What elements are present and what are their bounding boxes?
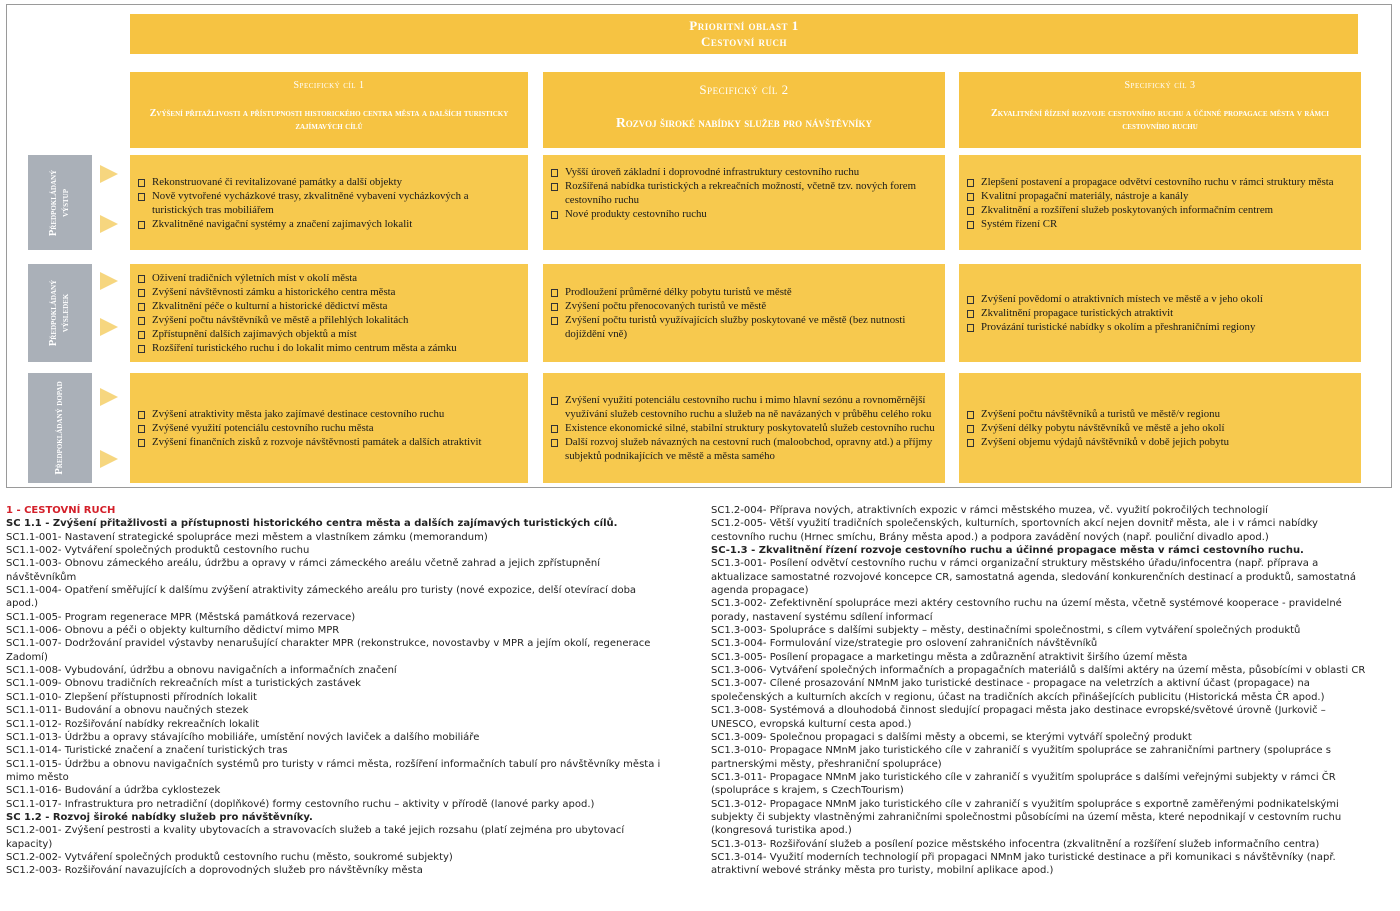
cell-impact-goal-2 (543, 373, 945, 483)
measure-line: SC1.3-007- Cílené prosazování NMnM jako turistické destinace - propagace na veletrzích a aktivní účast (propagace) na (711, 678, 1310, 690)
measure-line: SC1.3-013- Rozšiřování služeb a posílení pozice městského infocentra (zkvalitnění a rozšíření služeb informačního centra) (711, 838, 1320, 850)
list-item: Existence ekonomické silné, stabilní struktury poskytovatelů služeb cestovního ruchu (549, 421, 939, 435)
goal-2-head: Specifický cíl 2 (699, 82, 789, 97)
cell-output-goal-1 (130, 155, 528, 250)
banner-title: Prioritní oblast 1 (689, 18, 799, 33)
measure-line: subjekty či subjekty vlastněnými zahraničními společnostmi působícími na území města, které nepodnikají v cestovním ruchu (711, 811, 1342, 823)
arrow-icon (100, 272, 118, 290)
specific-goal-3 (959, 72, 1361, 148)
list-item: Zvýšené využití potenciálu cestovního ruchu města (136, 421, 522, 435)
arrow-icon (100, 165, 118, 183)
measure-line: UNESCO, evropská kulturní cesta apod.) (711, 718, 912, 730)
list-item: Systém řízení CR (965, 217, 1355, 231)
list-item: Další rozvoj služeb návazných na cestovní ruch (maloobchod, opravny atd.) a příjmy subjektů podnikajících ve městě a města samého (549, 435, 939, 463)
row-label-output (28, 155, 92, 250)
measure-line: SC1.3-008- Systémová a dlouhodobá činnost sledující propagaci města jako destinace evropské/světové úrovně (Jurkovič – (711, 705, 1326, 717)
measure-line: SC1.1-003- Obnovu zámeckého areálu, údržbu a opravy v rámci zámeckého areálu včetně zahrad a jejich zpřístupnění (6, 558, 600, 570)
list-item: Zkvalitnění péče o kulturní a historické dědictví města (136, 299, 522, 313)
goal-3-head: Specifický cíl 3 (1124, 80, 1196, 91)
measure-line: SC1.1-006- Obnovu a péči o objekty kulturního dědictví mimo MPR (6, 625, 340, 637)
measure-line: SC1.1-005- Program regenerace MPR (Městská památková rezervace) (6, 611, 356, 623)
arrow-icon (100, 318, 118, 336)
arrow-icon (100, 388, 118, 406)
measure-line: návštěvníkům (6, 571, 77, 583)
subgoal-heading: SC 1.2 - Rozvoj široké nabídky služeb pro návštěvníky. (6, 811, 313, 823)
arrow-icon (100, 450, 118, 468)
bullet-list (136, 175, 522, 231)
banner-subtitle: Cestovní ruch (701, 34, 787, 49)
list-item: Vyšší úroveň základní i doprovodné infrastruktury cestovního ruchu (549, 165, 939, 179)
subgoal-heading: SC 1.1 - Zvýšení přitažlivosti a přístupnosti historického centra města a dalších zajímavých turistických cílů. (6, 518, 618, 530)
measure-line: SC1.3-014- Využití moderních technologií při propagaci NMnM jako turistické destinace a při komunikaci s návštěvníky (např. (711, 851, 1336, 863)
goal-2-body: Rozvoj široké nabídky služeb pro návštěvníky (616, 115, 872, 130)
measure-line: atraktivní webové stránky města pro turisty, mobilní aplikace apod.) (711, 865, 1054, 877)
measure-line: SC1.3-003- Spolupráce s dalšími subjekty – městy, destinačními společnostmi, s cílem vytváření společných produktů (711, 625, 1301, 637)
bullet-list (549, 393, 939, 463)
goal-1-body: Zvýšení přitažlivosti a přístupnosti historického centra města a dalších turisticky zajímavých cílů (149, 108, 509, 132)
measures-list-right (711, 504, 1395, 878)
measure-line: SC1.3-002- Zefektivnění spolupráce mezi aktéry cestovního ruchu na území města, včetně systémové kooperace - pravidelné (711, 598, 1342, 610)
list-item: Zvýšení počtu turistů využívajících služby poskytované ve městě (bez nutnosti dojíždění vně) (549, 313, 939, 341)
list-item: Rozšířená nabídka turistických a rekreačních možností, včetně tzv. nových forem cestovního ruchu (549, 179, 939, 207)
measure-line: apod.) (6, 598, 39, 610)
measure-line: mimo město (6, 771, 69, 783)
bullet-list (136, 271, 522, 355)
measure-line: porady, nastavení systému sdílení informací (711, 611, 933, 623)
list-item: Zvýšení počtu přenocovaných turistů ve městě (549, 299, 939, 313)
bullet-list (549, 165, 939, 221)
section-heading: 1 - CESTOVNÍ RUCH (6, 505, 116, 516)
measure-line: SC1.2-005- Větší využití tradičních společenských, kulturních, sportovních akcí nejen dovnitř města, ale i v rámci nabídky (711, 518, 1318, 530)
arrow-icon (100, 215, 118, 233)
measure-line: (kongresová turistika apod.) (711, 825, 852, 837)
list-item: Zlepšení postavení a propagace odvětví cestovního ruchu v rámci struktury města (965, 175, 1355, 189)
list-item: Zvýšení počtu návštěvníků a turistů ve městě/v regionu (965, 407, 1355, 421)
list-item: Zvýšení počtu návštěvníků ve městě a přilehlých lokalitách (136, 313, 522, 327)
list-item: Zvýšení objemu výdajů návštěvníků v době jejich pobytu (965, 435, 1355, 449)
measure-line: SC1.1-017- Infrastruktura pro netradiční (doplňkové) formy cestovního ruchu – aktivity v přírodě (lanové parky apod.) (6, 798, 595, 810)
measure-line: SC1.1-009- Obnovu tradičních rekreačních míst a turistických zastávek (6, 678, 361, 690)
measure-line: SC1.1-002- Vytváření společných produktů cestovního ruchu (6, 545, 310, 557)
list-item: Zvýšení finančních zisků z rozvoje návštěvnosti památek a dalších atraktivit (136, 435, 522, 449)
measure-line: SC1.1-010- Zlepšení přístupnosti přírodních lokalit (6, 691, 257, 703)
row-label-result (28, 264, 92, 362)
measure-line: SC1.2-003- Rozšiřování navazujících a doprovodných služeb pro návštěvníky města (6, 865, 423, 877)
specific-goal-2 (543, 72, 945, 148)
cell-output-goal-3 (959, 155, 1361, 250)
goal-1-head: Specifický cíl 1 (293, 80, 365, 91)
cell-result-goal-2 (543, 264, 945, 362)
measure-line: aktualizace samostatné rozvojové koncepce CR, samostatná agenda, sledování konkurenčních destinací a produktů, samostatná (711, 571, 1356, 583)
list-item: Zvýšení návštěvnosti zámku a historického centra města (136, 285, 522, 299)
measure-line: SC1.2-001- Zvýšení pestrosti a kvality ubytovacích a stravovacích služeb a také jejich rozsahu (platí zejména pro ubytovací (6, 825, 625, 837)
measure-line: SC1.1-007- Dodržování pravidel výstavby nenarušující charakter MPR (rekonstrukce, novostavby v MPR a jejím okolí, regenerace (6, 638, 651, 650)
list-item: Zkvalitnění propagace turistických atraktivit (965, 306, 1355, 320)
measure-line: (spolupráce s krajem, s CzechTourism) (711, 785, 904, 797)
measure-line: SC1.1-015- Údržbu a obnovu navigačních systémů pro turisty v rámci města, rozšíření informačních tabulí pro návštěvníky města i (6, 758, 661, 770)
bullet-list (549, 285, 939, 341)
list-item: Rekonstruované či revitalizované památky a další objekty (136, 175, 522, 189)
bullet-list (136, 407, 522, 449)
measure-line: SC1.3-006- Vytváření společných informačních a propagačních materiálů s dalšími aktéry na území města, působícími v oblasti CR (711, 665, 1366, 677)
measure-line: SC1.1-013- Údržbu a opravy stávajícího mobiliáře, umístění nových laviček a dalšího mobiliáře (6, 731, 480, 743)
list-item: Provázání turistické nabídky s okolím a přeshraničními regiony (965, 320, 1355, 334)
measure-line: Zadomí) (6, 651, 48, 663)
list-item: Zvýšení délky pobytu návštěvníků ve městě a jeho okolí (965, 421, 1355, 435)
cell-impact-goal-3 (959, 373, 1361, 483)
row-label-output-text: Předpokládaný výstup (48, 169, 71, 236)
list-item: Zvýšení atraktivity města jako zajímavé destinace cestovního ruchu (136, 407, 522, 421)
measure-line: SC1.1-011- Budování a obnovu naučných stezek (6, 705, 249, 717)
bullet-list (965, 292, 1355, 334)
list-item: Kvalitní propagační materiály, nástroje a kanály (965, 189, 1355, 203)
measure-line: kapacity) (6, 838, 53, 850)
list-item: Rozšíření turistického ruchu i do lokalit mimo centrum města a zámku (136, 341, 522, 355)
cell-output-goal-2 (543, 155, 945, 250)
list-item: Oživení tradičních výletních míst v okolí města (136, 271, 522, 285)
row-label-impact (28, 373, 92, 483)
measure-line: agenda propagace) (711, 585, 809, 597)
measure-line: SC1.3-011- Propagace NMnM jako turistického cíle v zahraničí s využitím spolupráce s dalšími veřejnými subjekty v rámci ČR (711, 771, 1336, 783)
row-label-impact-text: Předpokládaný dopad (54, 381, 65, 475)
measure-line: cestovního ruchu (Hrnec smíchu, Brány města apod.) a podpora zavádění nových (např. pouliční divadlo apod.) (711, 531, 1269, 543)
subgoal-heading: SC-1.3 - Zkvalitnění řízení rozvoje cestovního ruchu a účinné propagace města v rámci cestovního ruchu. (711, 545, 1304, 557)
specific-goal-1 (130, 72, 528, 148)
list-item: Zpřístupnění dalších zajímavých objektů a míst (136, 327, 522, 341)
measures-list-left (6, 504, 696, 878)
cell-result-goal-1 (130, 264, 528, 362)
bullet-list (965, 175, 1355, 231)
row-label-result-text: Předpokládaný výsledek (48, 279, 71, 347)
measure-line: SC1.3-004- Formulování vize/strategie pro oslovení zahraničních návštěvníků (711, 638, 1098, 650)
measure-line: SC1.1-008- Vybudování, údržbu a obnovu navigačních a informačních značení (6, 665, 397, 677)
list-item: Zvýšení využití potenciálu cestovního ruchu i mimo hlavní sezónu a rovnoměrnější využívání služeb cestovního ruchu a služeb na ně navázaných v průběhu celého roku (549, 393, 939, 421)
bullet-list (965, 407, 1355, 449)
measure-line: SC1.3-001- Posílení odvětví cestovního ruchu v rámci organizační struktury městského úřadu/infocentra (např. příprava a (711, 558, 1319, 570)
list-item: Zkvalitnění a rozšíření služeb poskytovaných informačním centrem (965, 203, 1355, 217)
measure-line: SC1.1-001- Nastavení strategické spolupráce mezi městem a vlastníkem zámku (memorandum) (6, 531, 488, 543)
measure-line: SC1.2-004- Příprava nových, atraktivních expozic v rámci městského muzea, vč. využití pokročilých technologií (711, 505, 1268, 516)
cell-impact-goal-1 (130, 373, 528, 483)
measure-line: SC1.1-014- Turistické značení a značení turistických tras (6, 745, 288, 757)
list-item: Zvýšení povědomí o atraktivních místech ve městě a v jeho okolí (965, 292, 1355, 306)
measure-line: partnerskými městy, přeshraniční spolupráce) (711, 758, 942, 770)
priority-area-banner (130, 14, 1358, 54)
goal-3-body: Zkvalitnění řízení rozvoje cestovního ruchu a účinné propagace města v rámci cestovního ruchu (991, 108, 1329, 132)
measure-line: SC1.2-002- Vytváření společných produktů cestovního ruchu (město, soukromé subjekty) (6, 851, 453, 863)
list-item: Nově vytvořené vycházkové trasy, zkvalitněné vybavení vycházkových a turistických tras mobiliářem (136, 189, 522, 217)
measure-line: SC1.1-004- Opatření směřující k dalšímu zvýšení atraktivity zámeckého areálu pro turisty (nové expozice, delší otevírací doba (6, 585, 637, 597)
measure-line: společenských a kulturních akcích v regionu, účast na tradičních akcích přinášejících publicitu (Historická města ČR apod.) (711, 691, 1325, 703)
list-item: Nové produkty cestovního ruchu (549, 207, 939, 221)
measure-line: SC1.3-009- Společnou propagaci s dalšími městy a obcemi, se kterými vytváří společný produkt (711, 731, 1192, 743)
list-item: Zkvalitněné navigační systémy a značení zajímavých lokalit (136, 217, 522, 231)
measure-line: SC1.1-012- Rozšiřování nabídky rekreačních lokalit (6, 718, 260, 730)
list-item: Prodloužení průměrné délky pobytu turistů ve městě (549, 285, 939, 299)
measure-line: SC1.3-005- Posílení propagace a marketingu města a zdůraznění atraktivit širšího území města (711, 651, 1188, 663)
measure-line: SC1.1-016- Budování a údržba cyklostezek (6, 785, 221, 797)
measure-line: SC1.3-012- Propagace NMnM jako turistického cíle v zahraničí s využitím spolupráce s exportně zaměřenými podnikatelskými (711, 798, 1339, 810)
measure-line: SC1.3-010- Propagace NMnM jako turistického cíle v zahraničí s využitím spolupráce se zahraničními partnery (spolupráce s (711, 745, 1331, 757)
cell-result-goal-3 (959, 264, 1361, 362)
